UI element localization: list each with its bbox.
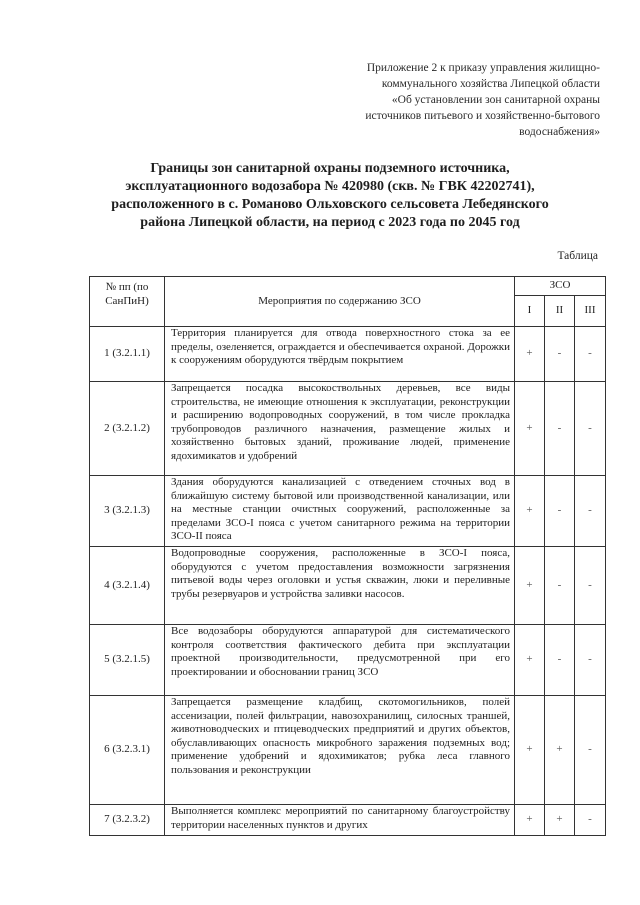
document-title (70, 160, 590, 232)
table-row (90, 382, 606, 476)
appendix-line: «Об установлении зон санитарной охраны (391, 94, 600, 106)
zone-3-mark: - (575, 327, 606, 382)
appendix-line: коммунального хозяйства Липецкой области (381, 78, 600, 90)
appendix-line: водоснабжения» (519, 126, 600, 138)
row-number: 3 (3.2.1.3) (90, 476, 165, 547)
header-zone-3: III (575, 295, 606, 326)
zone-2-mark: - (545, 382, 575, 476)
table-row (90, 805, 606, 836)
header-zone-2: II (545, 295, 575, 326)
zone-2-mark: - (545, 476, 575, 547)
table-row (90, 696, 606, 805)
title-line: района Липецкой области, на период с 2023 года по 2045 год (140, 215, 520, 230)
row-number: 7 (3.2.3.2) (90, 805, 165, 836)
row-measure: Выполняется комплекс мероприятий по санитарному благоустройству территории населенных пунктов и других (165, 805, 515, 836)
zso-measures-table (89, 276, 606, 836)
row-number: 1 (3.2.1.1) (90, 327, 165, 382)
zone-1-mark: + (515, 696, 545, 805)
zone-3-mark: - (575, 625, 606, 696)
row-number: 5 (3.2.1.5) (90, 625, 165, 696)
appendix-note (310, 60, 600, 140)
zone-2-mark: - (545, 625, 575, 696)
table-label: Таблица (557, 250, 598, 262)
title-line: эксплуатационного водозабора № 420980 (скв. № ГВК 42202741), (125, 179, 535, 194)
appendix-line: источников питьевого и хозяйственно-бытового (365, 110, 600, 122)
appendix-line: Приложение 2 к приказу управления жилищно- (366, 62, 600, 74)
table-row (90, 476, 606, 547)
zone-3-mark: - (575, 476, 606, 547)
header-measures: Мероприятия по содержанию ЗСО (165, 277, 515, 327)
row-measure: Территория планируется для отвода поверхностного стока за ее пределы, озеленяется, ограждается и обеспечивается охраной. Дорожки к сооружениям оборудуются твёрдым покрытием (165, 327, 515, 382)
table-row (90, 327, 606, 382)
header-zso: ЗСО (515, 277, 606, 296)
row-measure: Водопроводные сооружения, расположенные в ЗСО-I пояса, оборудуются с учетом предоставления возможности загрязнения питьевой воды через оголовки и устья скважин, люки и переливные трубы резервуаров и устройства заливки насосов. (165, 547, 515, 625)
zone-1-mark: + (515, 805, 545, 836)
zone-1-mark: + (515, 476, 545, 547)
row-number: 4 (3.2.1.4) (90, 547, 165, 625)
header-number: № пп (по СанПиН) (90, 277, 165, 327)
header-zone-1: I (515, 295, 545, 326)
zone-3-mark: - (575, 805, 606, 836)
row-measure: Запрещается размещение кладбищ, скотомогильников, полей ассенизации, полей фильтрации, навозохранилищ, силосных траншей, животноводческих и птицеводческих предприятий и других объектов, обуславливающих опасность микробного заражения подземных вод; применение удобрений и ядохимикатов; рубка леса главного пользования и реконструкции (165, 696, 515, 805)
table-row (90, 625, 606, 696)
zone-2-mark: + (545, 805, 575, 836)
row-measure: Все водозаборы оборудуются аппаратурой для систематического контроля соответствия фактического дебита при эксплуатации проектной производительности, предусмотренной при его проектировании и обосновании границ ЗСО (165, 625, 515, 696)
zone-2-mark: + (545, 696, 575, 805)
title-line: расположенного в с. Романово Ольховского сельсовета Лебедянского (111, 197, 549, 212)
zone-2-mark: - (545, 547, 575, 625)
zone-1-mark: + (515, 625, 545, 696)
title-line: Границы зон санитарной охраны подземного источника, (150, 161, 510, 176)
zone-2-mark: - (545, 327, 575, 382)
table-header-row (90, 277, 606, 296)
zone-1-mark: + (515, 547, 545, 625)
table-row (90, 547, 606, 625)
zone-1-mark: + (515, 382, 545, 476)
row-number: 6 (3.2.3.1) (90, 696, 165, 805)
row-measure: Здания оборудуются канализацией с отведением сточных вод в ближайшую систему бытовой или производственной канализации, или на местные станции очистных сооружений, расположенные за пределами ЗСО-I пояса с учетом санитарного режима на территории ЗСО-II пояса (165, 476, 515, 547)
zone-1-mark: + (515, 327, 545, 382)
zone-3-mark: - (575, 547, 606, 625)
row-measure: Запрещается посадка высокоствольных деревьев, все виды строительства, не имеющие отношения к эксплуатации, реконструкции и расширению водопроводных сооружений, в том числе прокладка трубопроводов различного назначения, размещение жилых и хозяйственно бытовых зданий, проживание людей, применение ядохимикатов и удобрений (165, 382, 515, 476)
zone-3-mark: - (575, 382, 606, 476)
row-number: 2 (3.2.1.2) (90, 382, 165, 476)
zone-3-mark: - (575, 696, 606, 805)
